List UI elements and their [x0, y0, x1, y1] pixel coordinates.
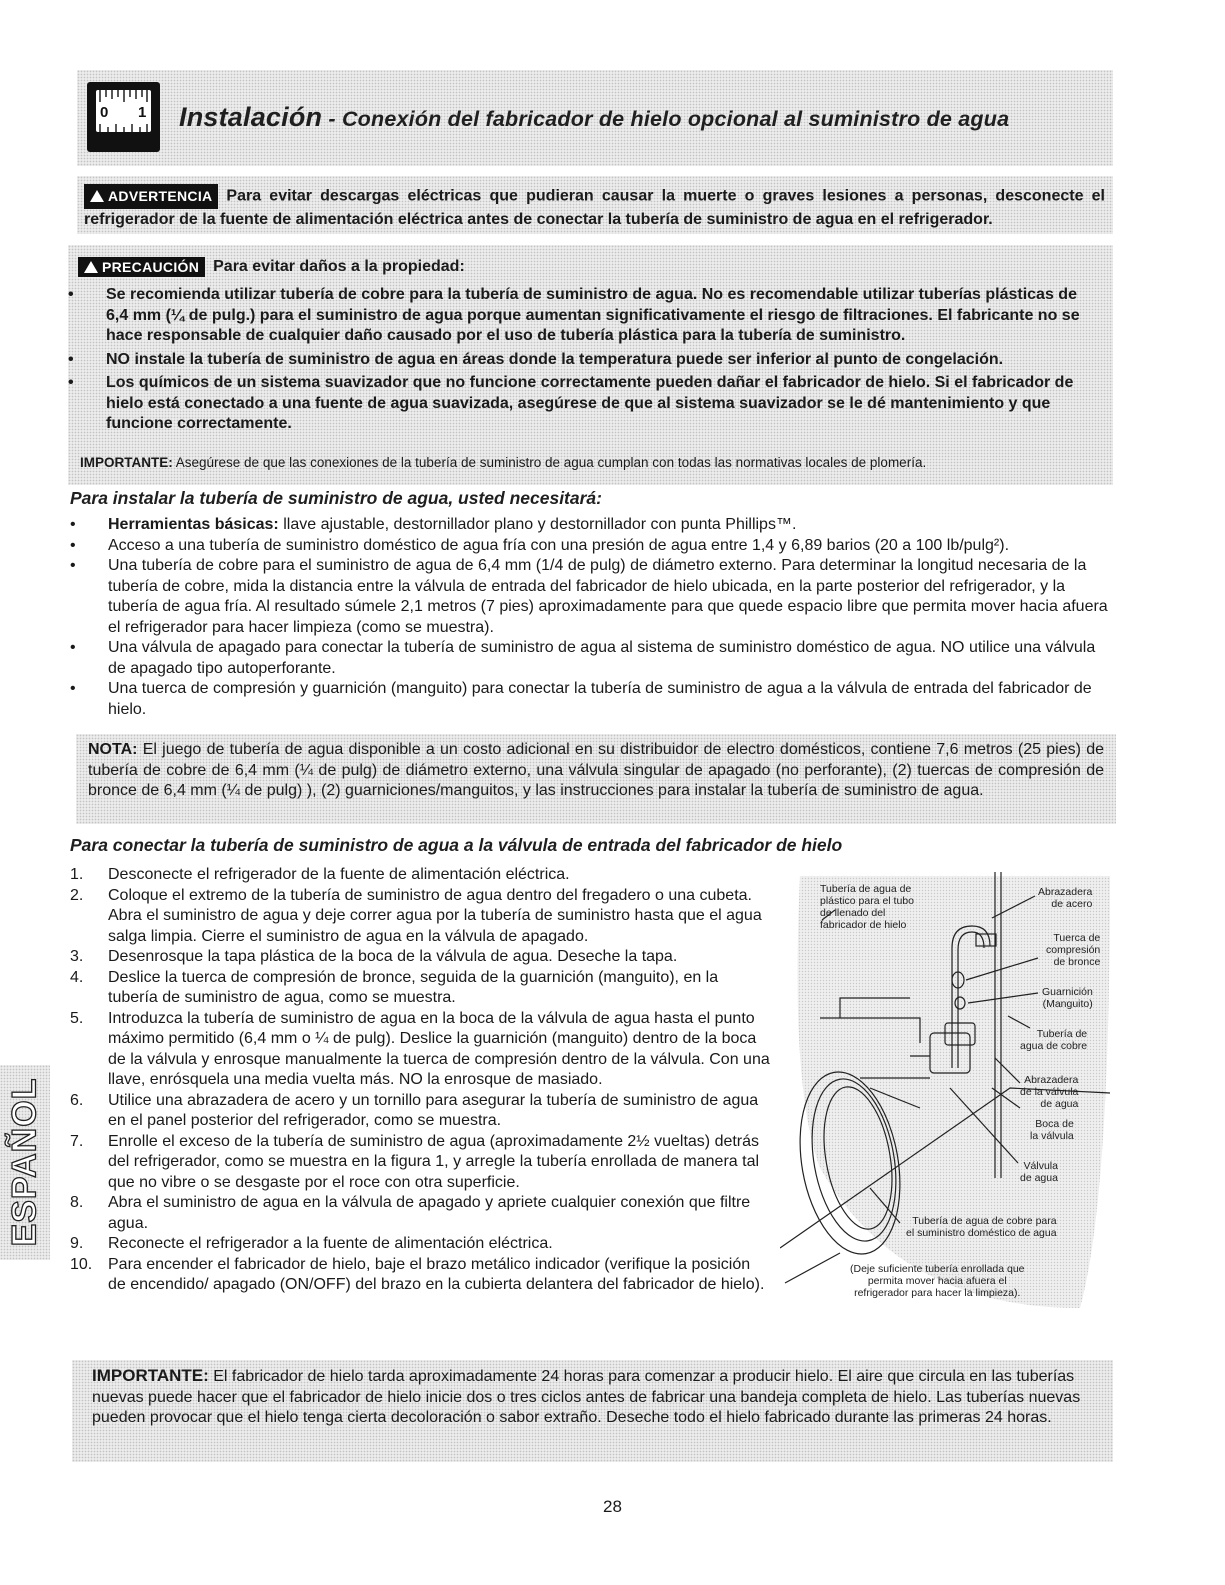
step-text: Introduzca la tubería de suministro de agua en la boca de la válvula de agua hasta el punto máximo permitido (6,4 mm o ¼ de pulg). Deslice la guarnición (manguito) dentro de la boca de la válvula y enrosque manualmente la tuerca de compresión dentro de la válvula. Con una llave, enrósquela una media vuelta más. NO la enrosque de masiado. [108, 1009, 770, 1088]
caution-item [68, 285, 1103, 347]
step-item [70, 1009, 770, 1091]
step-number: 5. [70, 1009, 84, 1027]
bullet-icon: • [68, 374, 74, 391]
nota-text-block [88, 740, 1104, 802]
important-label: IMPORTANTE: [80, 455, 173, 470]
page-title [179, 102, 1009, 133]
caution-item [68, 350, 1103, 371]
caution-item [68, 373, 1103, 435]
step-text: Deslice la tuerca de compresión de bronce, seguida de la guarnición (manguito), en la tubería de suministro de agua, como se muestra. [108, 968, 719, 1006]
page-title-main: Instalación [179, 102, 323, 132]
step-text: Enrolle el exceso de la tubería de suministro de agua (aproximadamente 2½ vueltas) detrás del refrigerador, como se muestra en la figura 1, y arregle la tubería enrollada de manera tal que no vibre o se desgaste por el roce con otra superficie. [108, 1132, 760, 1191]
important-box-text [92, 1366, 1095, 1429]
important-box-label: IMPORTANTE: [92, 1366, 209, 1385]
needs-item-text: Una tubería de cobre para el suministro de agua de 6,4 mm (1/4 de pulg) de diámetro externo. Para determinar la longitud necesaria de la tubería de cobre, mida la distancia entre la válvula de entrada del fabricador de hielo ubicada, en la parte posterior del refrigerador, y la tubería de agua fría. Al resultado súmele 2,1 metros (7 pies) aproximadamente para que quede espacio libre que permita mover hacia afuera el refrigerador para hacer limpieza (como se muestra). [108, 557, 1108, 636]
needs-item-label: Herramientas básicas: [108, 516, 279, 533]
step-number: 8. [70, 1194, 84, 1211]
caution-badge-label: PRECAUCIÓN [102, 259, 200, 275]
needs-item [70, 556, 1115, 638]
language-tab-label: ESPAÑOL [5, 1077, 44, 1247]
bullet-icon: • [70, 680, 76, 697]
caution-item-text: Los químicos de un sistema suavizador que no funcione correctamente pueden dañar el fabricador de hielo. Si el fabricador de hielo está conectado a una fuente de agua suavizada, asegúrese de que al sistema suavizador se le dé mantenimiento y que funcione correctamente. [106, 374, 1074, 432]
needs-item [70, 679, 1115, 720]
needs-item [70, 536, 1115, 557]
caution-box [68, 245, 1113, 485]
bullet-icon: • [70, 557, 76, 574]
step-item [70, 886, 770, 948]
caution-badge [78, 257, 205, 277]
needs-heading: Para instalar la tubería de suministro de agua, usted necesitará: [70, 488, 602, 508]
diagram-label-copper-tube [1020, 1028, 1087, 1052]
diagram-label-plastic-tube-text: Tubería de agua de plástico para el tubo de llenado del fabricador de hielo [820, 883, 914, 931]
step-number: 4. [70, 968, 84, 986]
diagram-label-valve-clamp-text: Abrazadera de la válvula de agua [1020, 1074, 1079, 1110]
warning-badge-label: ADVERTENCIA [108, 188, 213, 204]
diagram-label-valve [1020, 1160, 1058, 1184]
nota-text: El juego de tubería de agua disponible a un costo adicional en su distribuidor de electro domésticos, contiene 7,6 metros (25 pies) de tubería de cobre de 6,4 mm (¼ de pulg) de diámetro externo, una válvula singular de apagado (no perforante), (2) tuercas de compresión de bronce de 6,4 mm (¼ de pulg) ), (2) guarniciones/manguitos, y las instrucciones para instalar la tubería de suministro de agua. [88, 741, 1104, 799]
diagram-label-note [850, 1263, 1025, 1299]
section-header [77, 70, 1113, 166]
needs-item-text: Una válvula de apagado para conectar la tubería de suministro de agua al sistema de suministro doméstico de agua. NO utilice una válvula de apagado tipo autoperforante. [108, 639, 1096, 677]
step-number: 7. [70, 1132, 84, 1150]
step-text: Desenrosque la tapa plástica de la boca de la válvula de agua. Deseche la tapa. [108, 948, 678, 965]
step-item [70, 968, 770, 1009]
diagram-label-sleeve [1042, 986, 1093, 1010]
installation-diagram [780, 868, 1120, 1308]
warning-text: Para evitar descargas eléctricas que pudieran causar la muerte o graves lesiones a personas, desconecte el refrigerador de la fuente de alimentación eléctrica antes de conectar la tubería de suministro de agua en el refrigerador. [84, 187, 1105, 228]
step-item [70, 865, 770, 886]
diagram-label-valve-text: Válvula de agua [1020, 1160, 1058, 1184]
bullet-icon: • [70, 516, 76, 533]
ruler-icon [87, 82, 160, 152]
important-box-body: El fabricador de hielo tarda aproximadamente 24 horas para comenzar a producir hielo. El aire que circula en las tuberías nuevas puede hacer que el fabricador de hielo inicie dos o tres ciclos antes de fabricar una bandeja completa de hielo. Las tuberías nuevas pueden provocar que el hielo tenga cierta decoloración o sabor extraño. Deseche todo el hielo fabricado durante las primeras 24 horas. [92, 1368, 1081, 1426]
page-number: 28 [603, 1497, 622, 1516]
diagram-label-clamp [1038, 886, 1092, 910]
step-text: Reconecte el refrigerador a la fuente de alimentación eléctrica. [108, 1235, 553, 1252]
needs-item-text: Acceso a una tubería de suministro doméstico de agua fría con una presión de agua entre 1,4 y 6,89 barios (20 a 100 lb/pulg²). [108, 536, 1010, 554]
needs-list [70, 515, 1115, 720]
step-item [70, 947, 770, 968]
steps-list [70, 865, 770, 1296]
step-text: Abra el suministro de agua en la válvula de apagado y apriete cualquier conexión que filtre agua. [108, 1194, 751, 1232]
diagram-label-nut-text: Tuerca de compresión de bronce [1046, 932, 1101, 968]
step-number: 3. [70, 948, 84, 965]
needs-item-text: Una tuerca de compresión y guarnición (manguito) para conectar la tubería de suministro de agua a la válvula de entrada del fabricador de hielo. [108, 680, 1092, 718]
step-text: Utilice una abrazadera de acero y un tornillo para asegurar la tubería de suministro de agua en el panel posterior del refrigerador, como se muestra. [108, 1091, 759, 1129]
step-text: Coloque el extremo de la tubería de suministro de agua dentro del fregadero o una cubeta. Abra el suministro de agua y deje correr agua por la tubería de suministro hasta que el agua salga limpia. Cierre el suministro de agua en la válvula de apagado. [108, 886, 762, 945]
step-number: 2. [70, 886, 84, 904]
warning-text-block [84, 184, 1105, 230]
step-number: 9. [70, 1235, 84, 1252]
diagram-label-nut [1046, 932, 1100, 968]
ruler-label-zero: 0 [100, 104, 109, 121]
caution-triangle-icon [84, 261, 98, 273]
needs-item-text: llave ajustable, destornillador plano y destornillador con punta Phillips™. [278, 516, 797, 533]
warning-box [77, 176, 1113, 234]
bullet-icon: • [68, 286, 74, 303]
important-note [80, 455, 926, 470]
ruler-label-one: 1 [138, 104, 147, 121]
needs-item [70, 515, 1115, 536]
caution-heading-text: Para evitar daños a la propiedad: [213, 258, 465, 276]
important-text: Asegúrese de que las conexiones de la tubería de suministro de agua cumplan con todas las normativas locales de plomería. [172, 455, 927, 470]
step-number: 6. [70, 1091, 84, 1109]
needs-item [70, 638, 1115, 679]
bullet-icon: • [70, 536, 76, 554]
warning-badge [84, 184, 218, 209]
diagram-label-supply-tube [906, 1215, 1057, 1239]
caution-item-text: Se recomienda utilizar tubería de cobre para la tubería de suministro de agua. No es recomendable utilizar tuberías plásticas de 6,4 mm (¼ de pulg.) para el suministro de agua porque aumentan significativamente el riesgo de filtraciones. El fabricante no se hace responsable de cualquier daño causado por el uso de tubería plástica para la tubería de suministro. [106, 286, 1080, 344]
diagram-label-note-text: (Deje suficiente tubería enrollada que permita mover hacia afuera el refrigerador para hacer la limpieza). [850, 1263, 1025, 1299]
diagram-label-sleeve-text: Guarnición (Manguito) [1042, 986, 1093, 1010]
step-text: Para encender el fabricador de hielo, baje el brazo metálico indicador (verifique la posición de encendido/ apagado (ON/OFF) del brazo en la cubierta delantera del fabricador de hielo). [108, 1255, 765, 1293]
caution-item-text: NO instale la tubería de suministro de agua en áreas donde la temperatura puede ser inferior al punto de congelación. [106, 350, 1004, 368]
nota-box [76, 734, 1116, 824]
step-item [70, 1234, 770, 1255]
page-title-sub: - Conexión del fabricador de hielo opcional al suministro de agua [322, 107, 1010, 131]
step-item [70, 1255, 770, 1296]
important-box [72, 1360, 1113, 1462]
bullet-icon: • [68, 350, 74, 368]
caution-list [68, 285, 1103, 438]
step-item [70, 1091, 770, 1132]
diagram-label-copper-tube-text: Tubería de agua de cobre [1020, 1028, 1088, 1052]
connect-heading: Para conectar la tubería de suministro de agua a la válvula de entrada del fabricador de hielo [70, 835, 843, 855]
diagram-label-valve-mouth-text: Boca de la válvula [1030, 1118, 1074, 1142]
diagram-label-plastic-tube [820, 883, 914, 931]
diagram-label-clamp-text: Abrazadera de acero [1038, 886, 1093, 910]
diagram-label-valve-clamp [1020, 1074, 1078, 1110]
step-item [70, 1132, 770, 1194]
language-side-tab [0, 1065, 50, 1260]
diagram-label-supply-tube-text: Tubería de agua de cobre para el suministro doméstico de agua [906, 1215, 1057, 1239]
step-item [70, 1193, 770, 1234]
step-number: 10. [70, 1255, 93, 1273]
step-text: Desconecte el refrigerador de la fuente de alimentación eléctrica. [108, 866, 570, 883]
warning-triangle-icon [90, 190, 104, 202]
nota-label: NOTA: [88, 741, 138, 758]
diagram-label-valve-mouth [1030, 1118, 1074, 1142]
step-number: 1. [70, 866, 84, 883]
caution-heading [78, 257, 465, 277]
bullet-icon: • [70, 639, 76, 656]
